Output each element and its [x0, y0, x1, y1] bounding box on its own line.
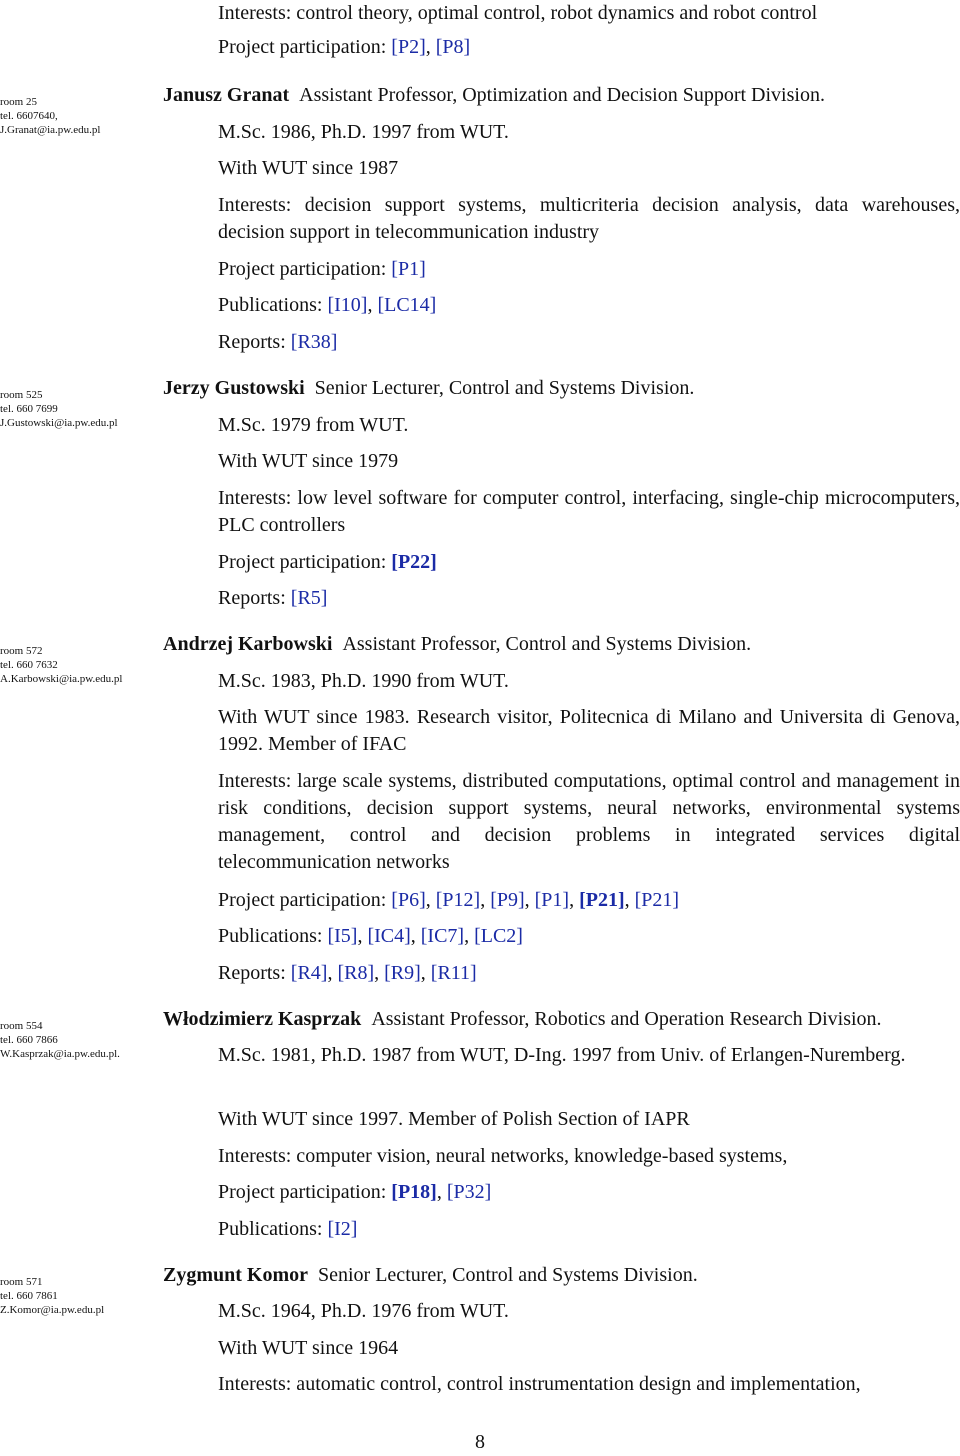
contact-info — [0, 1019, 158, 1061]
person-detail: With WUT since 1997. Member of Polish Section of IAPR — [218, 1108, 690, 1130]
reference-link[interactable]: [R9] — [384, 962, 421, 984]
reference-link[interactable]: [P8] — [435, 36, 471, 58]
reference-link[interactable]: [P32] — [446, 1181, 492, 1203]
person-detail: M.Sc. 1983, Ph.D. 1990 from WUT. — [218, 670, 509, 692]
person-paragraph: Interests: large scale systems, distributed computations, optimal control and management in risk conditions, decision support systems, neural networks, environmental systems management, control and decision problems in integrated services digital telecommunication networks — [218, 770, 960, 873]
contact-room: room 554 — [0, 1020, 43, 1032]
person-heading — [163, 1006, 960, 1033]
references-label: Publications: — [218, 294, 323, 316]
contact-info — [0, 95, 158, 137]
person-detail: M.Sc. 1986, Ph.D. 1997 from WUT. — [218, 121, 509, 143]
reference-link[interactable]: [P12] — [435, 889, 481, 911]
person-references — [218, 960, 960, 987]
person-name: Zygmunt Komor — [163, 1264, 308, 1286]
contact-phone: tel. 660 7699 — [0, 403, 58, 415]
references-list: [I10], [LC14] — [327, 294, 437, 316]
reference-link[interactable]: [IC7] — [420, 925, 465, 947]
person-position: Senior Lecturer, Control and Systems Division. — [314, 377, 695, 399]
references-list: [P6], [P12], [P9], [P1], [P21], [P21] — [391, 889, 680, 911]
person-references — [218, 256, 960, 283]
person-heading — [163, 82, 960, 109]
contact-email[interactable]: W.Kasprzak@ia.pw.edu.pl. — [0, 1048, 120, 1060]
references-list — [391, 551, 437, 573]
person-detail: Interests: automatic control, control instrumentation design and implementation, — [218, 1373, 861, 1395]
person-references — [218, 329, 960, 356]
contact-phone: tel. 6607640, — [0, 110, 58, 122]
person-detail: Interests: computer vision, neural networks, knowledge-based systems, — [218, 1145, 788, 1167]
contact-info — [0, 644, 158, 686]
references-label: Project participation: — [218, 258, 387, 280]
reference-link[interactable]: [P18] — [391, 1181, 437, 1203]
page-number: 8 — [475, 1431, 485, 1453]
person-references — [218, 1179, 960, 1206]
person-name: Andrzej Karbowski — [163, 633, 333, 655]
project-label: Project participation: — [218, 36, 387, 58]
references-list: [I5], [IC4], [IC7], [LC2] — [327, 925, 523, 947]
person-position: Assistant Professor, Control and Systems Division. — [342, 633, 752, 655]
reference-link[interactable]: [IC4] — [367, 925, 411, 947]
contact-phone: tel. 660 7866 — [0, 1034, 58, 1046]
references-list — [291, 587, 328, 609]
person-paragraph: M.Sc. 1981, Ph.D. 1987 from WUT, D-Ing. 1997 from Univ. of Erlangen-Nuremberg. — [218, 1044, 906, 1066]
reference-link[interactable]: [P21] — [579, 889, 625, 911]
contact-email[interactable]: A.Karbowski@ia.pw.edu.pl — [0, 673, 123, 685]
references-list — [291, 331, 338, 353]
reference-link[interactable]: [P1] — [391, 258, 426, 280]
reference-link[interactable]: [P22] — [391, 551, 437, 573]
references-list — [391, 258, 425, 280]
reference-link[interactable]: [R4] — [290, 962, 328, 984]
reference-link[interactable]: [LC2] — [474, 925, 523, 947]
references-label: Publications: — [218, 1218, 323, 1240]
reference-link[interactable]: [I10] — [327, 294, 368, 316]
person-name: Janusz Granat — [163, 84, 290, 106]
reference-link[interactable]: [P2] — [391, 36, 426, 58]
reference-link[interactable]: [R5] — [290, 587, 328, 609]
person-name: Włodzimierz Kasprzak — [163, 1008, 362, 1030]
contact-room: room 25 — [0, 96, 37, 108]
references-label: Project participation: — [218, 551, 387, 573]
references-list: [P18], [P32] — [391, 1181, 492, 1203]
references-label: Reports: — [218, 962, 286, 984]
person-detail: With WUT since 1964 — [218, 1337, 399, 1359]
contact-email[interactable]: J.Gustowski@ia.pw.edu.pl — [0, 417, 118, 429]
contact-phone: tel. 660 7861 — [0, 1290, 58, 1302]
person-paragraph: With WUT since 1983. Research visitor, Politecnica di Milano and Universita di Genova, 1992. Member of IFAC — [218, 706, 960, 755]
references-list: [R4], [R8], [R9], [R11] — [290, 962, 477, 984]
contact-room: room 571 — [0, 1276, 43, 1288]
person-position: Assistant Professor, Robotics and Operation Research Division. — [371, 1008, 882, 1030]
person-references — [218, 1216, 960, 1243]
reference-link[interactable]: [R11] — [430, 962, 477, 984]
reference-link[interactable]: [P21] — [634, 889, 680, 911]
person-detail: With WUT since 1979 — [218, 450, 399, 472]
person-position: Assistant Professor, Optimization and Decision Support Division. — [299, 84, 825, 106]
person-references — [218, 923, 960, 950]
references-label: Project participation: — [218, 1181, 387, 1203]
project-refs: [P2], [P8] — [391, 36, 471, 58]
person-heading — [163, 1262, 960, 1289]
person-detail: With WUT since 1987 — [218, 157, 399, 179]
reference-link[interactable]: [I2] — [327, 1218, 358, 1240]
references-label: Reports: — [218, 331, 286, 353]
reference-link[interactable]: [P9] — [490, 889, 525, 911]
contact-info — [0, 388, 158, 430]
person-detail: M.Sc. 1979 from WUT. — [218, 414, 409, 436]
contact-email[interactable]: Z.Komor@ia.pw.edu.pl — [0, 1304, 105, 1316]
person-position: Senior Lecturer, Control and Systems Division. — [318, 1264, 698, 1286]
reference-link[interactable]: [LC14] — [377, 294, 437, 316]
person-paragraph: Interests: low level software for computer control, interfacing, single-chip microcomputers, PLC controllers — [218, 487, 960, 536]
contact-room: room 572 — [0, 645, 43, 657]
contact-email[interactable]: J.Granat@ia.pw.edu.pl — [0, 124, 101, 136]
reference-link[interactable]: [I5] — [327, 925, 358, 947]
reference-link[interactable]: [P1] — [534, 889, 570, 911]
reference-link[interactable]: [R38] — [290, 331, 338, 353]
references-label: Reports: — [218, 587, 286, 609]
references-list — [327, 1218, 357, 1240]
contact-room: room 525 — [0, 389, 43, 401]
intro-project-participation — [218, 34, 960, 61]
person-references — [218, 887, 960, 914]
person-detail: M.Sc. 1964, Ph.D. 1976 from WUT. — [218, 1300, 509, 1322]
person-heading — [163, 631, 960, 658]
intro-interests: Interests: control theory, optimal control, robot dynamics and robot control — [218, 2, 818, 24]
person-heading — [163, 375, 960, 402]
person-name: Jerzy Gustowski — [163, 377, 305, 399]
contact-info — [0, 1275, 158, 1317]
reference-link[interactable]: [P6] — [391, 889, 426, 911]
person-references — [218, 585, 960, 612]
contact-phone: tel. 660 7632 — [0, 659, 58, 671]
references-label: Publications: — [218, 925, 323, 947]
references-label: Project participation: — [218, 889, 387, 911]
person-references — [218, 549, 960, 576]
reference-link[interactable]: [R8] — [337, 962, 375, 984]
person-references — [218, 292, 960, 319]
person-paragraph: Interests: decision support systems, multicriteria decision analysis, data warehouses, decision support in telecommunication industry — [218, 194, 960, 243]
